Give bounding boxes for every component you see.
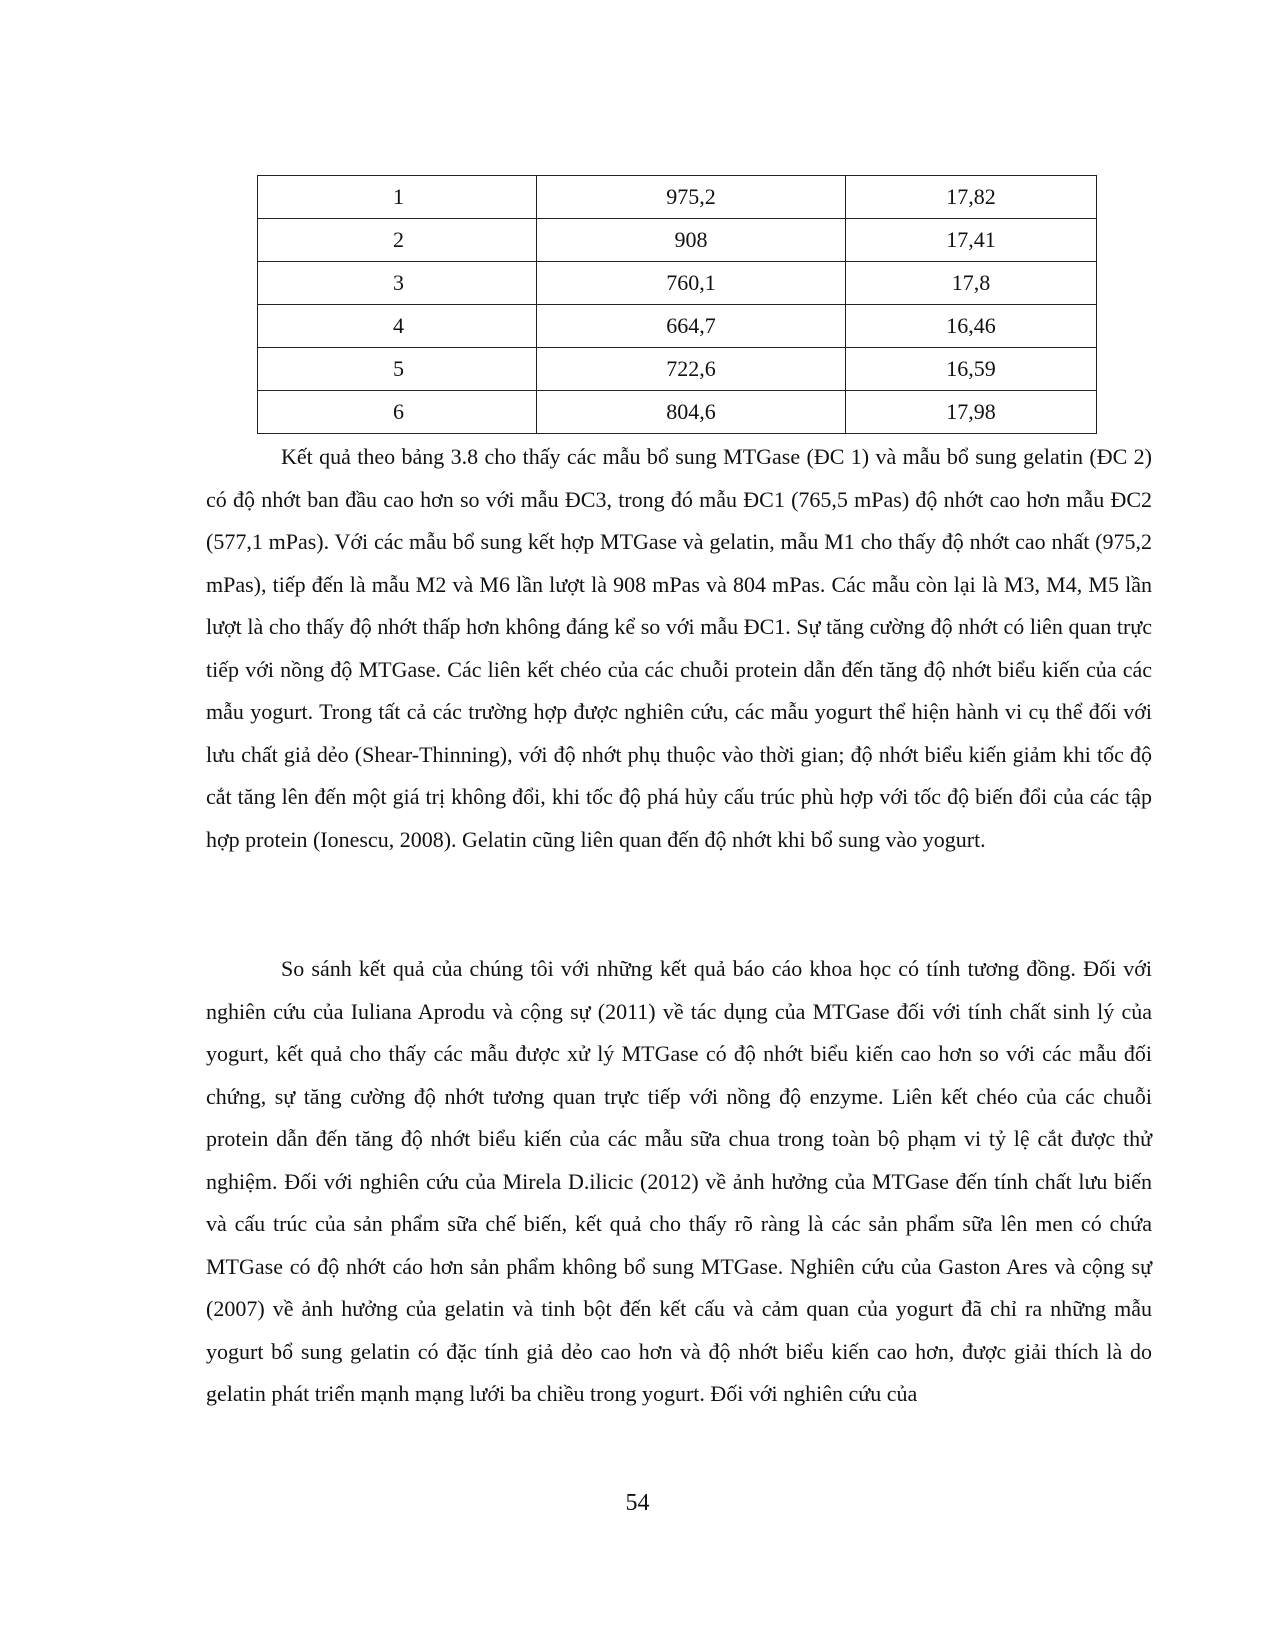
table-cell: 17,98 — [846, 391, 1097, 434]
table-row — [258, 219, 1097, 262]
table-row — [258, 305, 1097, 348]
table-cell: 3 — [258, 262, 537, 305]
table-cell: 975,2 — [537, 176, 846, 219]
table-row — [258, 391, 1097, 434]
table-cell: 6 — [258, 391, 537, 434]
table-cell: 17,41 — [846, 219, 1097, 262]
table-cell: 760,1 — [537, 262, 846, 305]
table-cell: 16,59 — [846, 348, 1097, 391]
table-cell: 5 — [258, 348, 537, 391]
paragraph-results — [206, 436, 1152, 861]
table-cell: 17,8 — [846, 262, 1097, 305]
table-cell: 2 — [258, 219, 537, 262]
table-row — [258, 348, 1097, 391]
paragraph-comparison — [206, 948, 1152, 1416]
table-cell: 722,6 — [537, 348, 846, 391]
paragraph-text: So sánh kết quả của chúng tôi với những kết quả báo cáo khoa học có tính tương đồng. Đối với nghiên cứu của Iuliana Aprodu và cộng sự (2011) về tác dụng của MTGase đối với tính chất sinh lý của yogurt, kết quả cho thấy các mẫu được xử lý MTGase có độ nhớt biểu kiến cao hơn so với các mẫu đối chứng, sự tăng cường độ nhớt tương quan trực tiếp với nồng độ enzyme. Liên kết chéo của các chuỗi protein dẫn đến tăng độ nhớt biểu kiến của các mẫu sữa chua trong toàn bộ phạm vi tỷ lệ cắt được thử nghiệm. Đối với nghiên cứu của Mirela D.ilicic (2012) về ảnh hưởng của MTGase đến tính chất lưu biến và cấu trúc của sản phẩm sữa chế biến, kết quả cho thấy rõ ràng là các sản phẩm sữa lên men có chứa MTGase có độ nhớt cáo hơn sản phẩm không bổ sung MTGase. Nghiên cứu của Gaston Ares và cộng sự (2007) về ảnh hưởng của gelatin và tinh bột đến kết cấu và cảm quan của yogurt đã chỉ ra những mẫu yogurt bổ sung gelatin có đặc tính giả dẻo cao hơn và độ nhớt biểu kiến cao hơn, được giải thích là do gelatin phát triển mạnh mạng lưới ba chiều trong yogurt. Đối với nghiên cứu của — [206, 956, 1152, 1406]
table-cell: 908 — [537, 219, 846, 262]
table-cell: 16,46 — [846, 305, 1097, 348]
table-cell: 4 — [258, 305, 537, 348]
table-cell: 664,7 — [537, 305, 846, 348]
table-cell: 17,82 — [846, 176, 1097, 219]
table-row — [258, 176, 1097, 219]
table-row — [258, 262, 1097, 305]
table-cell: 1 — [258, 176, 537, 219]
paragraph-text: Kết quả theo bảng 3.8 cho thấy các mẫu bổ sung MTGase (ĐC 1) và mẫu bổ sung gelatin (ĐC 2) có độ nhớt ban đầu cao hơn so với mẫu ĐC3, trong đó mẫu ĐC1 (765,5 mPas) độ nhớt cao hơn mẫu ĐC2 (577,1 mPas). Với các mẫu bổ sung kết hợp MTGase và gelatin, mẫu M1 cho thấy độ nhớt cao nhất (975,2 mPas), tiếp đến là mẫu M2 và M6 lần lượt là 908 mPas và 804 mPas. Các mẫu còn lại là M3, M4, M5 lần lượt là cho thấy độ nhớt thấp hơn không đáng kể so với mẫu ĐC1. Sự tăng cường độ nhớt có liên quan trực tiếp với nồng độ MTGase. Các liên kết chéo của các chuỗi protein dẫn đến tăng độ nhớt biểu kiến của các mẫu yogurt. Trong tất cả các trường hợp được nghiên cứu, các mẫu yogurt thể hiện hành vi cụ thể đối với lưu chất giả dẻo (Shear-Thinning), với độ nhớt phụ thuộc vào thời gian; độ nhớt biểu kiến giảm khi tốc độ cắt tăng lên đến một giá trị không đổi, khi tốc độ phá hủy cấu trúc phù hợp với tốc độ biến đổi của các tập hợp protein (Ionescu, 2008). Gelatin cũng liên quan đến độ nhớt khi bổ sung vào yogurt. — [206, 444, 1152, 852]
viscosity-table — [257, 175, 1097, 434]
page-number: 54 — [625, 1490, 650, 1516]
table-cell: 804,6 — [537, 391, 846, 434]
